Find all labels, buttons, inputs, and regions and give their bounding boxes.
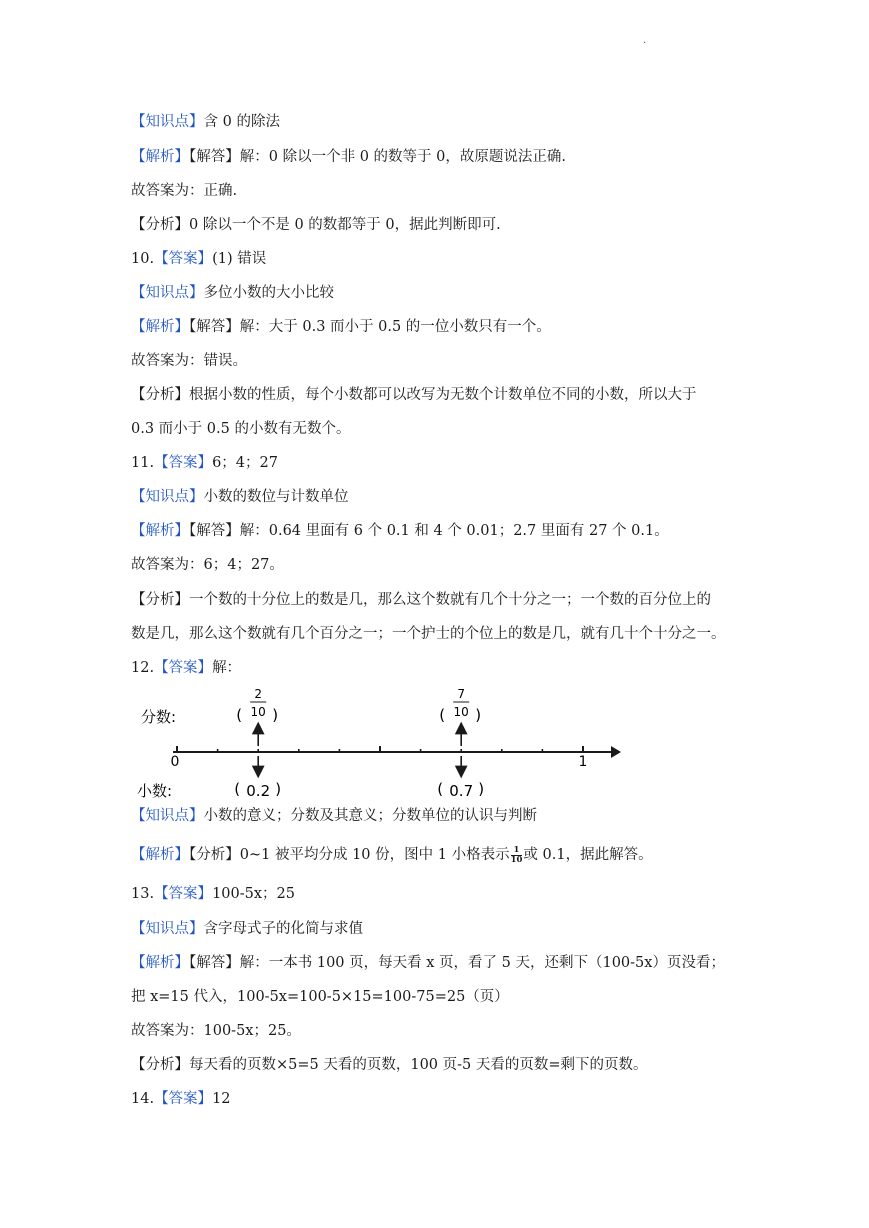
section-tag-secondary: 【解答】 (189, 955, 240, 971)
line-text: 0.3 而小于 0.5 的小数有无数个。 (131, 421, 351, 437)
line-text: 一个数的十分位上的数是几，那么这个数就有几个十分之一；一个数的百分位上的 (189, 592, 711, 608)
text-line (131, 919, 363, 939)
text-line (131, 624, 726, 644)
mark-fraction-denominator: 10 (453, 705, 469, 719)
section-tag: 【答案】 (154, 660, 213, 676)
text-line (131, 1021, 301, 1041)
text-line (131, 845, 653, 865)
bracket-left: ( (234, 780, 241, 798)
section-tag-secondary: 【解答】 (189, 319, 240, 335)
analysis-tag: 【分析】 (131, 217, 189, 233)
text-line (131, 453, 278, 473)
question-number: 10. (131, 251, 155, 267)
bracket-left: ( (236, 706, 243, 724)
text-line (131, 590, 711, 610)
text-line (131, 987, 509, 1007)
line-text: (1) 错误 (212, 251, 267, 267)
analysis-tag: 【分析】 (189, 847, 240, 863)
text-line (131, 215, 501, 235)
question-number: 13. (131, 886, 155, 902)
section-tag: 【知识点】 (131, 921, 204, 937)
line-text: 解：一本书 100 页，每天看 x 页，看了 5 天，还剩下（100-5x）页没看； (239, 955, 725, 971)
mark-fraction-numerator: 7 (457, 687, 466, 701)
text-line (131, 555, 284, 575)
bracket-right: ) (275, 780, 282, 798)
text-line (131, 419, 350, 439)
line-text: 多位小数的大小比较 (203, 285, 334, 301)
question-number: 11. (131, 455, 155, 471)
bracket-right: ) (272, 706, 279, 724)
section-tag: 【答案】 (154, 455, 213, 471)
line-text: 小数的意义；分数及其意义；分数单位的认识与判断 (203, 808, 537, 824)
text-line (131, 181, 237, 201)
bracket-right: ) (475, 706, 482, 724)
axis-start-label: 0 (170, 754, 180, 770)
text-line (131, 1055, 648, 1075)
text-line (131, 351, 247, 371)
bracket-left: ( (437, 780, 444, 798)
line-text: 解：0.64 里面有 6 个 0.1 和 4 个 0.01；2.7 里面有 27 个 0.1。 (239, 523, 669, 539)
question-number: 12. (131, 660, 155, 676)
line-text: 含 0 的除法 (203, 114, 280, 130)
line-text: 含字母式子的化简与求值 (203, 921, 363, 937)
mark-fraction-numerator: 2 (254, 687, 263, 701)
line-text: 数是几，那么这个数就有几个百分之一；一个护士的个位上的数是几，就有几十个十分之一。 (131, 626, 726, 642)
bracket-left: ( (439, 706, 446, 724)
inline-fraction (511, 846, 523, 865)
text-line (131, 1089, 231, 1109)
section-tag: 【答案】 (154, 251, 213, 267)
section-tag: 【解析】 (131, 319, 189, 335)
line-text: 故答案为：正确. (131, 183, 238, 199)
line-text: 根据小数的性质，每个小数都可以改写为无数个计数单位不同的小数，所以大于 (189, 387, 697, 403)
text-line (131, 953, 725, 973)
question-number: 14. (131, 1091, 155, 1107)
section-tag: 【知识点】 (131, 114, 204, 130)
line-text: 解：大于 0.3 而小于 0.5 的一位小数只有一个。 (239, 319, 551, 335)
page-marker: · (643, 38, 647, 49)
line-text: 6；4；27 (212, 455, 278, 471)
line-text: 故答案为：100-5x；25。 (131, 1023, 301, 1039)
section-tag: 【解析】 (131, 955, 189, 971)
analysis-tag: 【分析】 (131, 592, 189, 608)
text-line (131, 147, 566, 167)
mark-decimal-label: 0.7 (449, 782, 474, 800)
analysis-tag: 【分析】 (131, 387, 189, 403)
bracket-right: ) (478, 780, 485, 798)
line-text: 12 (212, 1091, 231, 1107)
axis-arrowhead (611, 746, 621, 758)
section-tag: 【答案】 (154, 886, 213, 902)
line-text: 0 除以一个不是 0 的数都等于 0，据此判断即可. (189, 217, 501, 233)
fraction-denominator: 10 (510, 854, 523, 865)
line-text: 把 x=15 代入，100-5x=100-5×15=100-75=25（页） (131, 989, 509, 1005)
section-tag-secondary: 【解答】 (189, 149, 240, 165)
section-tag: 【解析】 (131, 847, 189, 863)
text-line (131, 112, 280, 132)
number-line-figure (131, 680, 631, 805)
text-line (131, 521, 669, 541)
text-line (131, 658, 241, 678)
line-text: 0~1 被平均分成 10 份，图中 1 小格表示 (239, 847, 510, 863)
text-line (131, 487, 349, 507)
fraction-row-label: 分数: (141, 708, 177, 726)
text-line (131, 249, 266, 269)
section-tag: 【知识点】 (131, 285, 204, 301)
text-line (131, 806, 537, 826)
line-text: 或 0.1，据此解答。 (523, 847, 653, 863)
line-text: 解： (212, 660, 242, 676)
section-tag-secondary: 【解答】 (189, 523, 240, 539)
mark-fraction-denominator: 10 (250, 705, 266, 719)
section-tag: 【答案】 (154, 1091, 213, 1107)
decimal-row-label: 小数: (137, 782, 173, 800)
line-text: 小数的数位与计数单位 (203, 489, 349, 505)
text-line (131, 385, 697, 405)
section-tag: 【知识点】 (131, 808, 204, 824)
line-text: 故答案为：错误。 (131, 353, 247, 369)
line-text: 解：0 除以一个非 0 的数等于 0，故原题说法正确. (239, 149, 566, 165)
line-text: 每天看的页数×5=5 天看的页数，100 页-5 天看的页数=剩下的页数。 (189, 1057, 648, 1073)
line-text: 100-5x；25 (212, 886, 295, 902)
line-text: 故答案为：6；4；27。 (131, 557, 284, 573)
axis-end-label: 1 (578, 754, 588, 770)
text-line (131, 283, 334, 303)
fraction-numerator: 1 (513, 844, 520, 855)
text-line (131, 317, 551, 337)
section-tag: 【解析】 (131, 149, 189, 165)
section-tag: 【解析】 (131, 523, 189, 539)
section-tag: 【知识点】 (131, 489, 204, 505)
text-line (131, 884, 295, 904)
mark-decimal-label: 0.2 (246, 782, 271, 800)
analysis-tag: 【分析】 (131, 1057, 189, 1073)
